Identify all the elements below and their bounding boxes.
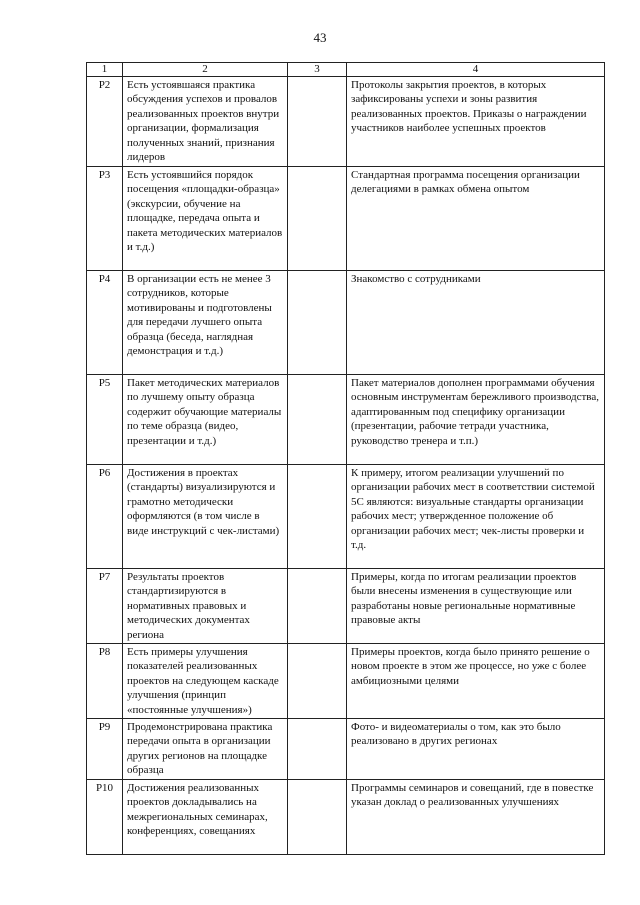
row-code: P10 [87,780,123,855]
table-row [87,375,605,465]
row-criterion: Продемонстрирована практика передачи опыта в организации других регионов на площадке образца [123,719,288,780]
row-col3 [288,375,347,465]
row-evidence: Стандартная программа посещения организации делегациями в рамках обмена опытом [347,167,605,271]
criteria-table [86,62,605,855]
table-row [87,77,605,167]
table-row [87,569,605,644]
row-criterion: Достижения в проектах (стандарты) визуализируются и грамотно методически оформляются (в том числе в виде инструкций с чек-листами) [123,465,288,569]
row-code: P2 [87,77,123,167]
column-header-3: 3 [288,63,347,77]
row-col3 [288,569,347,644]
page-number: 43 [313,30,327,45]
row-col3 [288,644,347,719]
column-header-2: 2 [123,63,288,77]
row-evidence: Протоколы закрытия проектов, в которых зафиксированы успехи и зоны развития реализованных проектов. Приказы о награждении участников наиболее успешных проектов [347,77,605,167]
row-col3 [288,719,347,780]
row-code: P8 [87,644,123,719]
row-code: P9 [87,719,123,780]
row-col3 [288,77,347,167]
table-row [87,167,605,271]
row-col3 [288,780,347,855]
row-criterion: Есть устоявшаяся практика обсуждения успехов и провалов реализованных проектов внутри организации, формализация полученных знаний, признания лидеров [123,77,288,167]
row-col3 [288,271,347,375]
row-evidence: Фото- и видеоматериалы о том, как это было реализовано в других регионах [347,719,605,780]
row-evidence: Пакет материалов дополнен программами обучения основным инструментам бережливого производства, адаптированным под специфику организации (презентации, рабочие тетради участника, руководство тренера и т.п.) [347,375,605,465]
row-col3 [288,465,347,569]
table-row [87,719,605,780]
row-col3 [288,167,347,271]
row-criterion: Результаты проектов стандартизируются в нормативных правовых и методических документах региона [123,569,288,644]
column-header-4: 4 [347,63,605,77]
row-code: P3 [87,167,123,271]
row-evidence: К примеру, итогом реализации улучшений по организации рабочих мест в соответствии системой 5С являются: визуальные стандарты организации рабочих мест; утвержденное положение об организации рабочих мест; чек-листы проверки и т.д. [347,465,605,569]
row-criterion: Достижения реализованных проектов докладывались на межрегиональных семинарах, конференциях, совещаниях [123,780,288,855]
row-evidence: Примеры проектов, когда было принято решение о новом проекте в этом же процессе, но уже с более амбициозными целями [347,644,605,719]
row-code: P6 [87,465,123,569]
table-row [87,465,605,569]
table-row [87,644,605,719]
row-evidence: Примеры, когда по итогам реализации проектов были внесены изменения в существующие или разработаны новые региональные нормативные правовые акты [347,569,605,644]
row-criterion: В организации есть не менее 3 сотрудников, которые мотивированы и подготовлены для передачи лучшего опыта образца (беседа, наглядная демонстрация и т.д.) [123,271,288,375]
table-row [87,271,605,375]
row-criterion: Есть устоявшийся порядок посещения «площадки-образца» (экскурсии, обучение на площадке, передача опыта и пакета методических материалов и т.д.) [123,167,288,271]
column-header-1: 1 [87,63,123,77]
row-code: P7 [87,569,123,644]
table-row [87,780,605,855]
table-header-row [87,63,605,77]
row-evidence: Программы семинаров и совещаний, где в повестке указан доклад о реализованных улучшениях [347,780,605,855]
row-criterion: Есть примеры улучшения показателей реализованных проектов на следующем каскаде улучшения (принцип «постоянные улучшения») [123,644,288,719]
row-evidence: Знакомство с сотрудниками [347,271,605,375]
row-code: P4 [87,271,123,375]
row-criterion: Пакет методических материалов по лучшему опыту образца содержит обучающие материалы по теме образца (видео, презентации и т.д.) [123,375,288,465]
row-code: P5 [87,375,123,465]
